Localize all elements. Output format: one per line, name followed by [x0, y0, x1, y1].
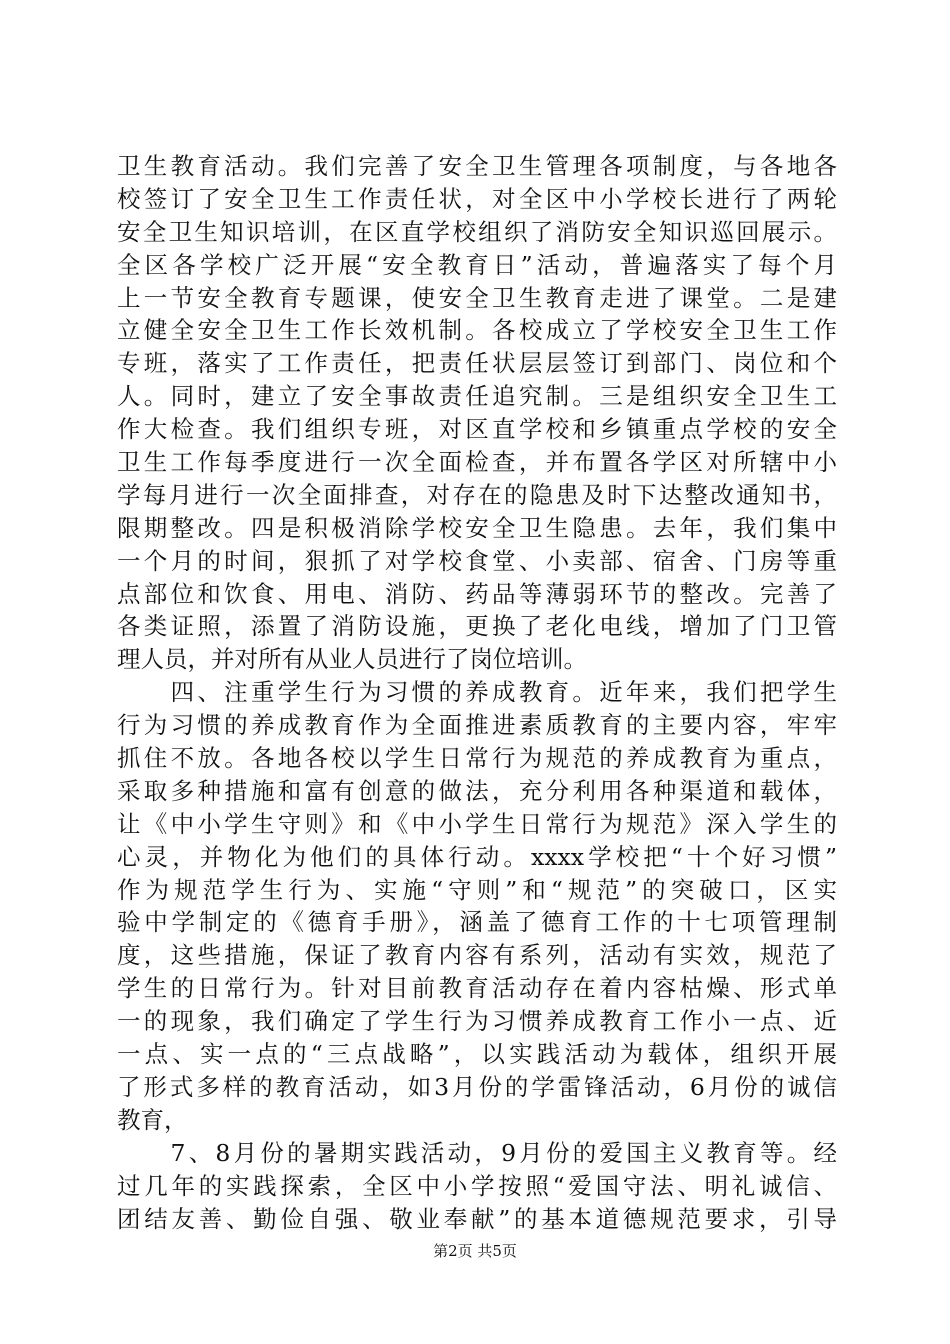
text-line: 校签订了安全卫生工作责任状，对全区中小学校长进行了两轮 — [117, 184, 837, 213]
text-line: 立健全安全卫生工作长效机制。各校成立了学校安全卫生工作 — [117, 316, 837, 345]
text-line: 教育， — [117, 1105, 188, 1134]
text-line: 卫生教育活动。我们完善了安全卫生管理各项制度，与各地各 — [117, 152, 837, 180]
text-line: 验中学制定的《德育手册》，涵盖了德育工作的十七项管理制 — [117, 908, 837, 937]
text-line: 一点、实一点的“三点战略”，以实践活动为载体，组织开展 — [117, 1040, 837, 1069]
text-line: 作为规范学生行为、实施“守则”和“规范”的突破口，区实 — [117, 875, 837, 904]
text-line: 心灵，并物化为他们的具体行动。xxxx学校把“十个好习惯” — [117, 842, 837, 871]
text-line: 一的现象，我们确定了学生行为习惯养成教育工作小一点、近 — [117, 1007, 837, 1036]
page-footer: 第2页 共5页 — [433, 1242, 517, 1260]
text-line: 采取多种措施和富有创意的做法，充分利用各种渠道和载体， — [117, 776, 837, 805]
text-line: 作大检查。我们组织专班，对区直学校和乡镇重点学校的安全 — [117, 415, 837, 444]
text-line: 团结友善、勤俭自强、敬业奉献”的基本道德规范要求，引导 — [117, 1204, 837, 1233]
text-line: 抓住不放。各地各校以学生日常行为规范的养成教育为重点， — [117, 744, 837, 773]
text-line: 让《中小学生守则》和《中小学生日常行为规范》深入学生的 — [117, 809, 837, 838]
text-line: 学每月进行一次全面排查，对存在的隐患及时下达整改通知书， — [117, 480, 837, 509]
text-line: 限期整改。四是积极消除学校安全卫生隐患。去年，我们集中 — [117, 513, 837, 542]
text-line: 行为习惯的养成教育作为全面推进素质教育的主要内容，牢牢 — [117, 711, 837, 740]
text-line: 专班，落实了工作责任，把责任状层层签订到部门、岗位和个 — [117, 349, 837, 378]
text-line: 卫生工作每季度进行一次全面检查，并布置各学区对所辖中小 — [117, 448, 837, 477]
text-line: 各类证照，添置了消防设施，更换了老化电线，增加了门卫管 — [117, 612, 837, 641]
text-line: 理人员，并对所有从业人员进行了岗位培训。 — [117, 645, 587, 674]
text-line: 人。同时，建立了安全事故责任追究制。三是组织安全卫生工 — [117, 382, 837, 411]
text-line: 全区各学校广泛开展“安全教育日”活动，普遍落实了每个月 — [117, 250, 837, 279]
text-line: 上一节安全教育专题课，使安全卫生教育走进了课堂。二是建 — [117, 283, 837, 312]
body-text — [117, 150, 837, 1235]
text-line: 7、8月份的暑期实践活动，9月份的爱国主义教育等。经 — [117, 1138, 837, 1167]
text-line: 学生的日常行为。针对目前教育活动存在着内容枯燥、形式单 — [117, 974, 837, 1003]
text-line: 了形式多样的教育活动，如3月份的学雷锋活动，6月份的诚信 — [117, 1072, 837, 1101]
text-line: 度，这些措施，保证了教育内容有系列，活动有实效，规范了 — [117, 941, 837, 970]
text-line: 安全卫生知识培训，在区直学校组织了消防安全知识巡回展示。 — [117, 217, 837, 246]
text-line: 点部位和饮食、用电、消防、药品等薄弱环节的整改。完善了 — [117, 579, 837, 608]
text-line: 一个月的时间，狠抓了对学校食堂、小卖部、宿舍、门房等重 — [117, 546, 837, 575]
text-line: 四、注重学生行为习惯的养成教育。近年来，我们把学生 — [117, 678, 837, 707]
text-line: 过几年的实践探索，全区中小学按照“爱国守法、明礼诚信、 — [117, 1171, 837, 1200]
